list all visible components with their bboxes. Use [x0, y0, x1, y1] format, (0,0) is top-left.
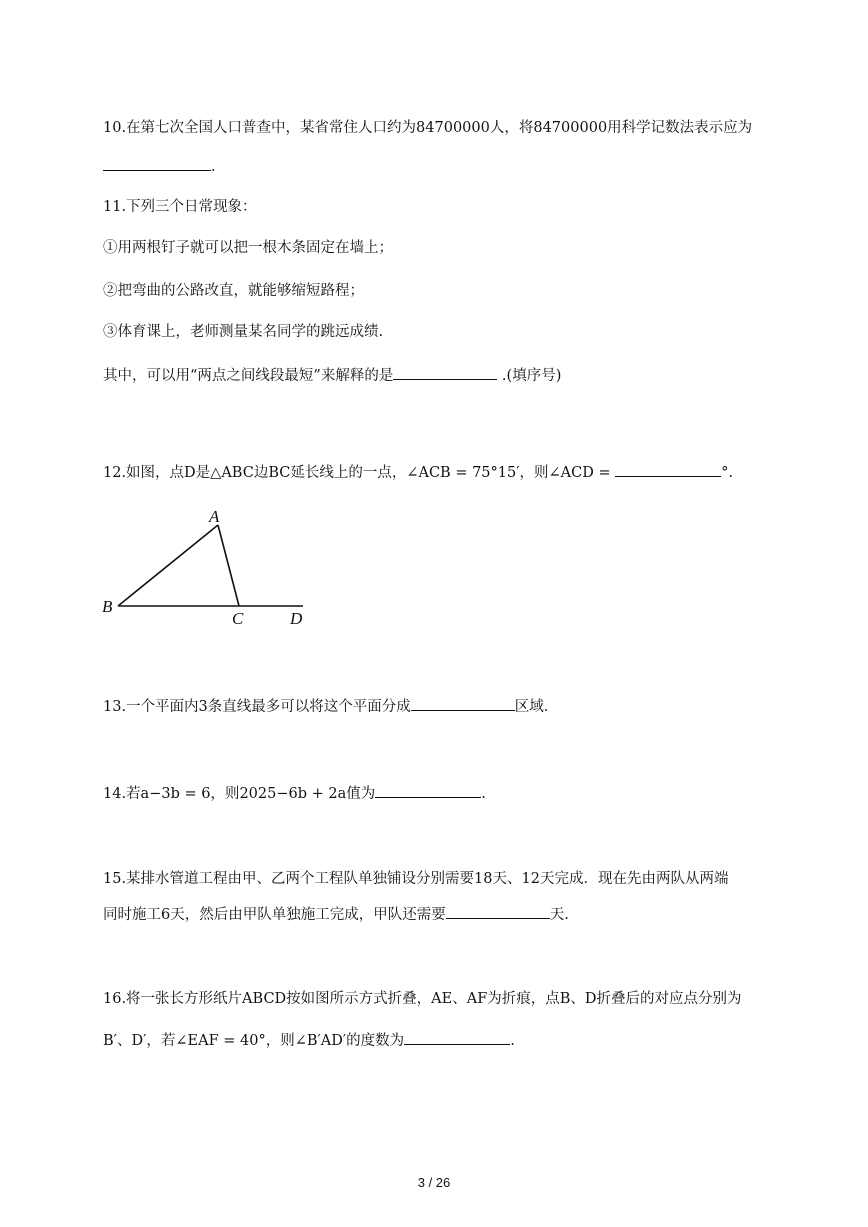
q12-answer-blank[interactable]: [615, 462, 721, 477]
q15-tail: 天.: [549, 907, 569, 923]
q14-line: [103, 783, 486, 804]
q15-text: 同时施工6天，然后由甲队单独施工完成，甲队还需要: [103, 907, 446, 923]
q13-tail: 区域.: [514, 699, 549, 715]
q16-tail: .: [510, 1033, 515, 1049]
q16-line1: 16.将一张长方形纸片ABCD按如图所示方式折叠，AE、AF为折痕，点B、D折叠后的对应点分别为: [103, 991, 742, 1007]
q10-answer-blank[interactable]: [103, 156, 211, 171]
q11-question-tail: .(填序号): [497, 368, 562, 384]
q15-line2: [103, 904, 569, 925]
q12-tail: °.: [721, 465, 734, 481]
q10-answer-line: [103, 156, 216, 177]
q16-text: B′、D′，若∠EAF = 40°，则∠B′AD′的度数为: [103, 1033, 405, 1049]
segment-ac: [218, 525, 239, 606]
page-number: 3 / 26: [417, 1175, 451, 1190]
label-d: D: [290, 609, 303, 628]
q10-line1: 10.在第七次全国人口普查中，某省常住人口约为84700000人，将84700000用科学记数法表示应为: [103, 120, 753, 136]
q11-question-text: 其中，可以用“两点之间线段最短”来解释的是: [103, 368, 394, 384]
q15-answer-blank[interactable]: [446, 904, 550, 919]
label-a: A: [209, 507, 220, 526]
label-c: C: [232, 609, 244, 628]
q11-answer-blank[interactable]: [393, 365, 497, 380]
label-b: B: [102, 597, 113, 616]
q11-item-3: ③体育课上，老师测量某名同学的跳远成绩.: [103, 324, 384, 340]
q11-item-2: ②把弯曲的公路改直，就能够缩短路程；: [103, 283, 364, 299]
q11-stem: 11.下列三个日常现象：: [103, 199, 257, 215]
q16-answer-blank[interactable]: [404, 1030, 510, 1045]
q11-question: [103, 365, 561, 386]
triangle-figure: [98, 505, 318, 633]
q13-line: [103, 696, 548, 717]
q10-tail: .: [211, 159, 216, 175]
q14-answer-blank[interactable]: [375, 783, 481, 798]
q13-answer-blank[interactable]: [411, 696, 515, 711]
q16-line2: [103, 1030, 515, 1051]
q12-text: 12.如图，点D是△ABC边BC延长线上的一点，∠ACB = 75°15′，则∠ACD =: [103, 465, 611, 481]
q11-item-1: ①用两根钉子就可以把一根木条固定在墙上；: [103, 240, 393, 256]
q12-line: [103, 462, 733, 483]
q13-text: 13.一个平面内3条直线最多可以将这个平面分成: [103, 699, 411, 715]
q15-line1: 15.某排水管道工程由甲、乙两个工程队单独铺设分别需要18天、12天完成．现在先由两队从两端: [103, 871, 729, 887]
q14-text: 14.若a−3b = 6，则2025−6b + 2a值为: [103, 786, 376, 802]
q14-tail: .: [481, 786, 486, 802]
segment-ba: [118, 525, 218, 606]
